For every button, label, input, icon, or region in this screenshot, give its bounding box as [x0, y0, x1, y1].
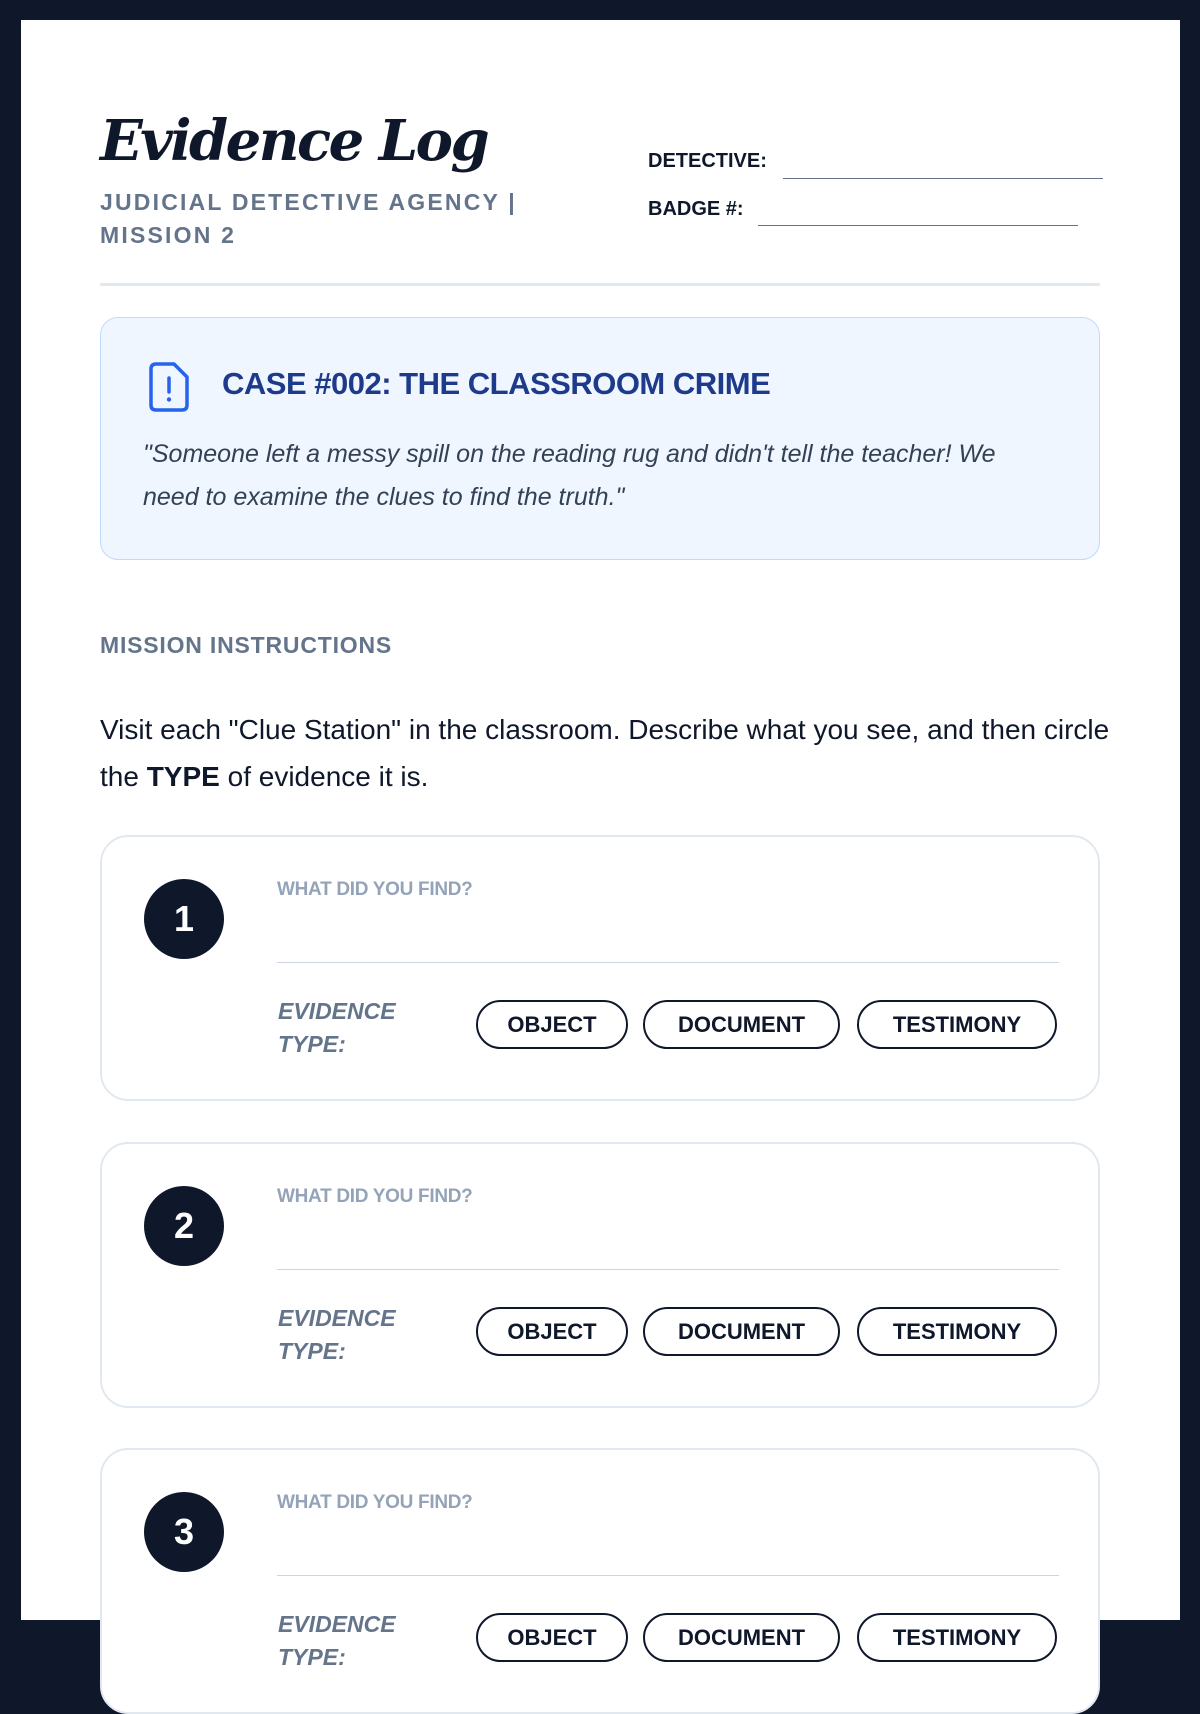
instructions-text-part: of evidence it is. [219, 761, 429, 792]
option-testimony[interactable]: TESTIMONY [857, 1307, 1057, 1356]
finding-answer-field[interactable] [277, 1269, 1059, 1270]
option-testimony[interactable]: TESTIMONY [857, 1000, 1057, 1049]
option-object[interactable]: OBJECT [476, 1000, 628, 1049]
worksheet-page [21, 20, 1180, 1670]
badge-number-field[interactable] [758, 225, 1078, 226]
page-subtitle: JUDICIAL DETECTIVE AGENCY | MISSION 2 [100, 189, 517, 248]
option-testimony[interactable]: TESTIMONY [857, 1613, 1057, 1662]
option-document[interactable]: DOCUMENT [643, 1613, 840, 1662]
evidence-type-label: EVIDENCE TYPE: [278, 1305, 396, 1364]
worksheet-header [100, 108, 1100, 286]
clue-station-card [100, 1142, 1100, 1408]
option-object[interactable]: OBJECT [476, 1613, 628, 1662]
badge-label: BADGE #: [648, 198, 744, 220]
instructions-type-emphasis: TYPE [146, 761, 220, 792]
what-did-you-find-label: WHAT DID YOU FIND? [277, 1186, 473, 1207]
case-quote: "Someone left a messy spill on the reading rug and didn't tell the teacher! We need to examine the clues to find the truth." [143, 440, 996, 511]
clue-station-card [100, 1448, 1100, 1714]
station-number-badge: 1 [144, 879, 224, 959]
document-alert-icon [147, 361, 191, 413]
instructions-heading: MISSION INSTRUCTIONS [100, 632, 393, 658]
evidence-type-label: EVIDENCE TYPE: [278, 1611, 396, 1670]
station-number-badge: 2 [144, 1186, 224, 1266]
instructions-text [100, 706, 1110, 800]
clue-station-card [100, 835, 1100, 1101]
option-object[interactable]: OBJECT [476, 1307, 628, 1356]
case-title: CASE #002: THE CLASSROOM CRIME [222, 366, 771, 401]
instructions-text-part: Visit each "Clue Station" in the classroom. Describe what you see, and then circle the [100, 714, 1110, 792]
finding-answer-field[interactable] [277, 1575, 1059, 1576]
what-did-you-find-label: WHAT DID YOU FIND? [277, 879, 473, 900]
option-document[interactable]: DOCUMENT [643, 1000, 840, 1049]
case-card [100, 317, 1100, 560]
evidence-type-label: EVIDENCE TYPE: [278, 998, 396, 1057]
finding-answer-field[interactable] [277, 962, 1059, 963]
detective-name-field[interactable] [783, 178, 1103, 179]
what-did-you-find-label: WHAT DID YOU FIND? [277, 1492, 473, 1513]
station-number-badge: 3 [144, 1492, 224, 1572]
detective-label: DETECTIVE: [648, 150, 767, 172]
option-document[interactable]: DOCUMENT [643, 1307, 840, 1356]
page-title: Evidence Log [100, 108, 488, 174]
